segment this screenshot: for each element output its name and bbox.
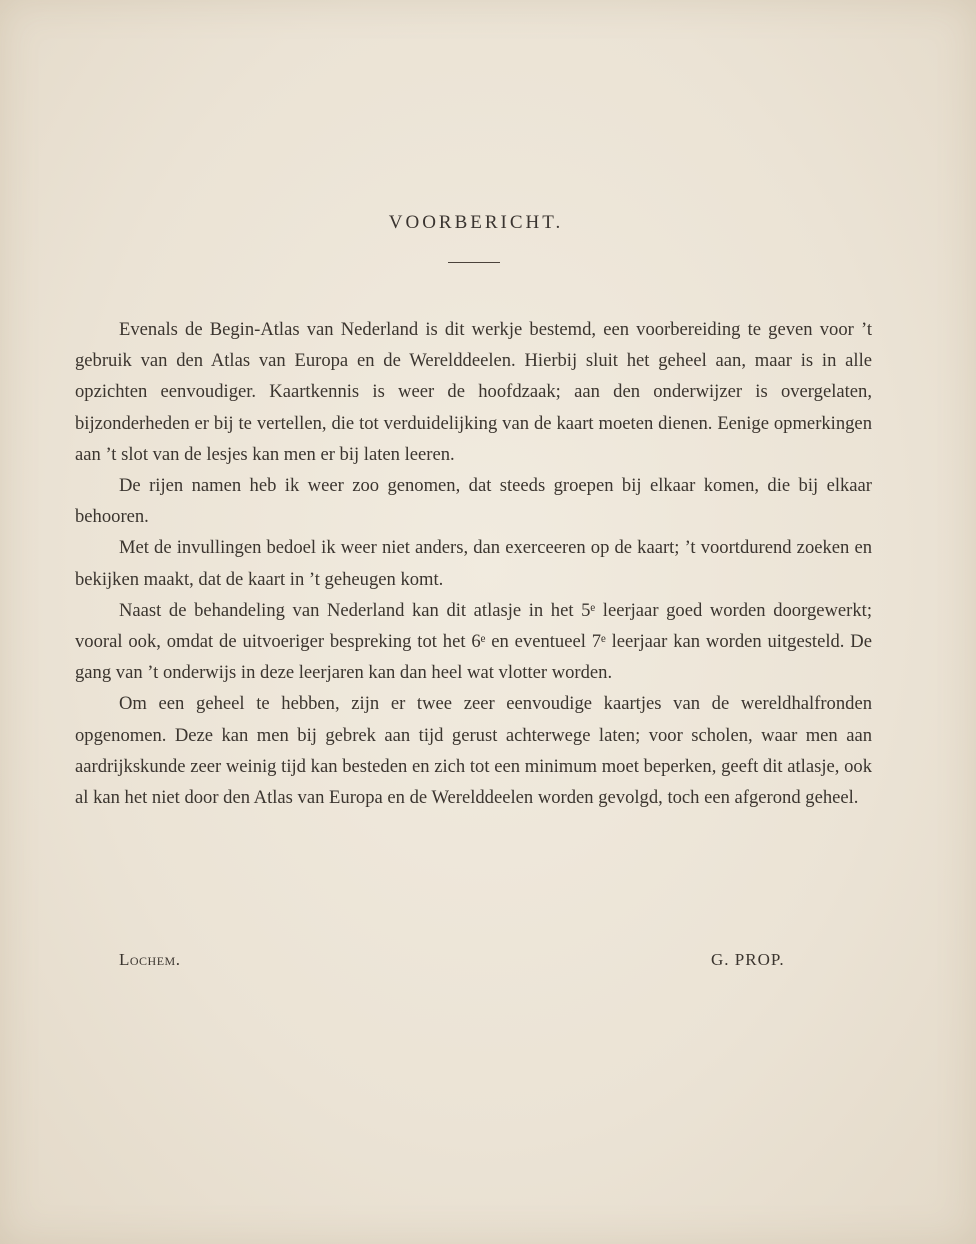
signature-place [119, 950, 180, 970]
signature-place-text: Lochem. [119, 950, 181, 969]
paragraph-2: De rijen namen heb ik weer zoo genomen, dat steeds groepen bij elkaar komen, die bij elkaar behooren. [75, 475, 872, 528]
body-text [75, 314, 872, 813]
paragraph-4: Naast de behandeling van Nederland kan dit atlasje in het 5ᵉ leerjaar goed worden doorgewerkt; vooral ook, omdat de uitvoeriger bespreking tot het 6ᵉ en eventueel 7ᵉ leerjaar kan worden uitgesteld. De gang van ’t onderwijs in deze leerjaren kan dan heel wat vlotter worden. [75, 599, 872, 684]
signature-author: G. PROP. [711, 950, 785, 969]
paragraph-1: Evenals de Begin-Atlas van Nederland is dit werkje bestemd, een voorbereiding te geven voor ’t gebruik van den Atlas van Europa en de Werelddeelen. Hierbij sluit het geheel aan, maar is in alle opzichten eenvoudiger. Kaartkennis is weer de hoofdzaak; aan den onderwijzer is overgelaten, bijzonderheden er bij te vertellen, die tot verduidelijking van de kaart moeten dienen. Eenige opmerkingen aan ’t slot van de lesjes kan men er bij laten leeren. [75, 319, 872, 465]
title-divider [448, 262, 500, 263]
page-title: VOORBERICHT. [388, 212, 564, 233]
paragraph-5: Om een geheel te hebben, zijn er twee zeer eenvoudige kaartjes van de wereldhalfronden opgenomen. Deze kan men bij gebrek aan tijd gerust achterwege laten; voor scholen, waar men aan aardrijkskunde zeer weinig tijd kan besteden en zich tot een minimum moet beperken, geeft dit atlasje, ook al kan het niet door den Atlas van Europa en de Werelddeelen worden gevolgd, toch een afgerond geheel. [75, 693, 872, 809]
paragraph-3: Met de invullingen bedoel ik weer niet anders, dan exerceeren op de kaart; ’t voortdurend zoeken en bekijken maakt, dat de kaart in ’t geheugen komt. [75, 537, 872, 590]
